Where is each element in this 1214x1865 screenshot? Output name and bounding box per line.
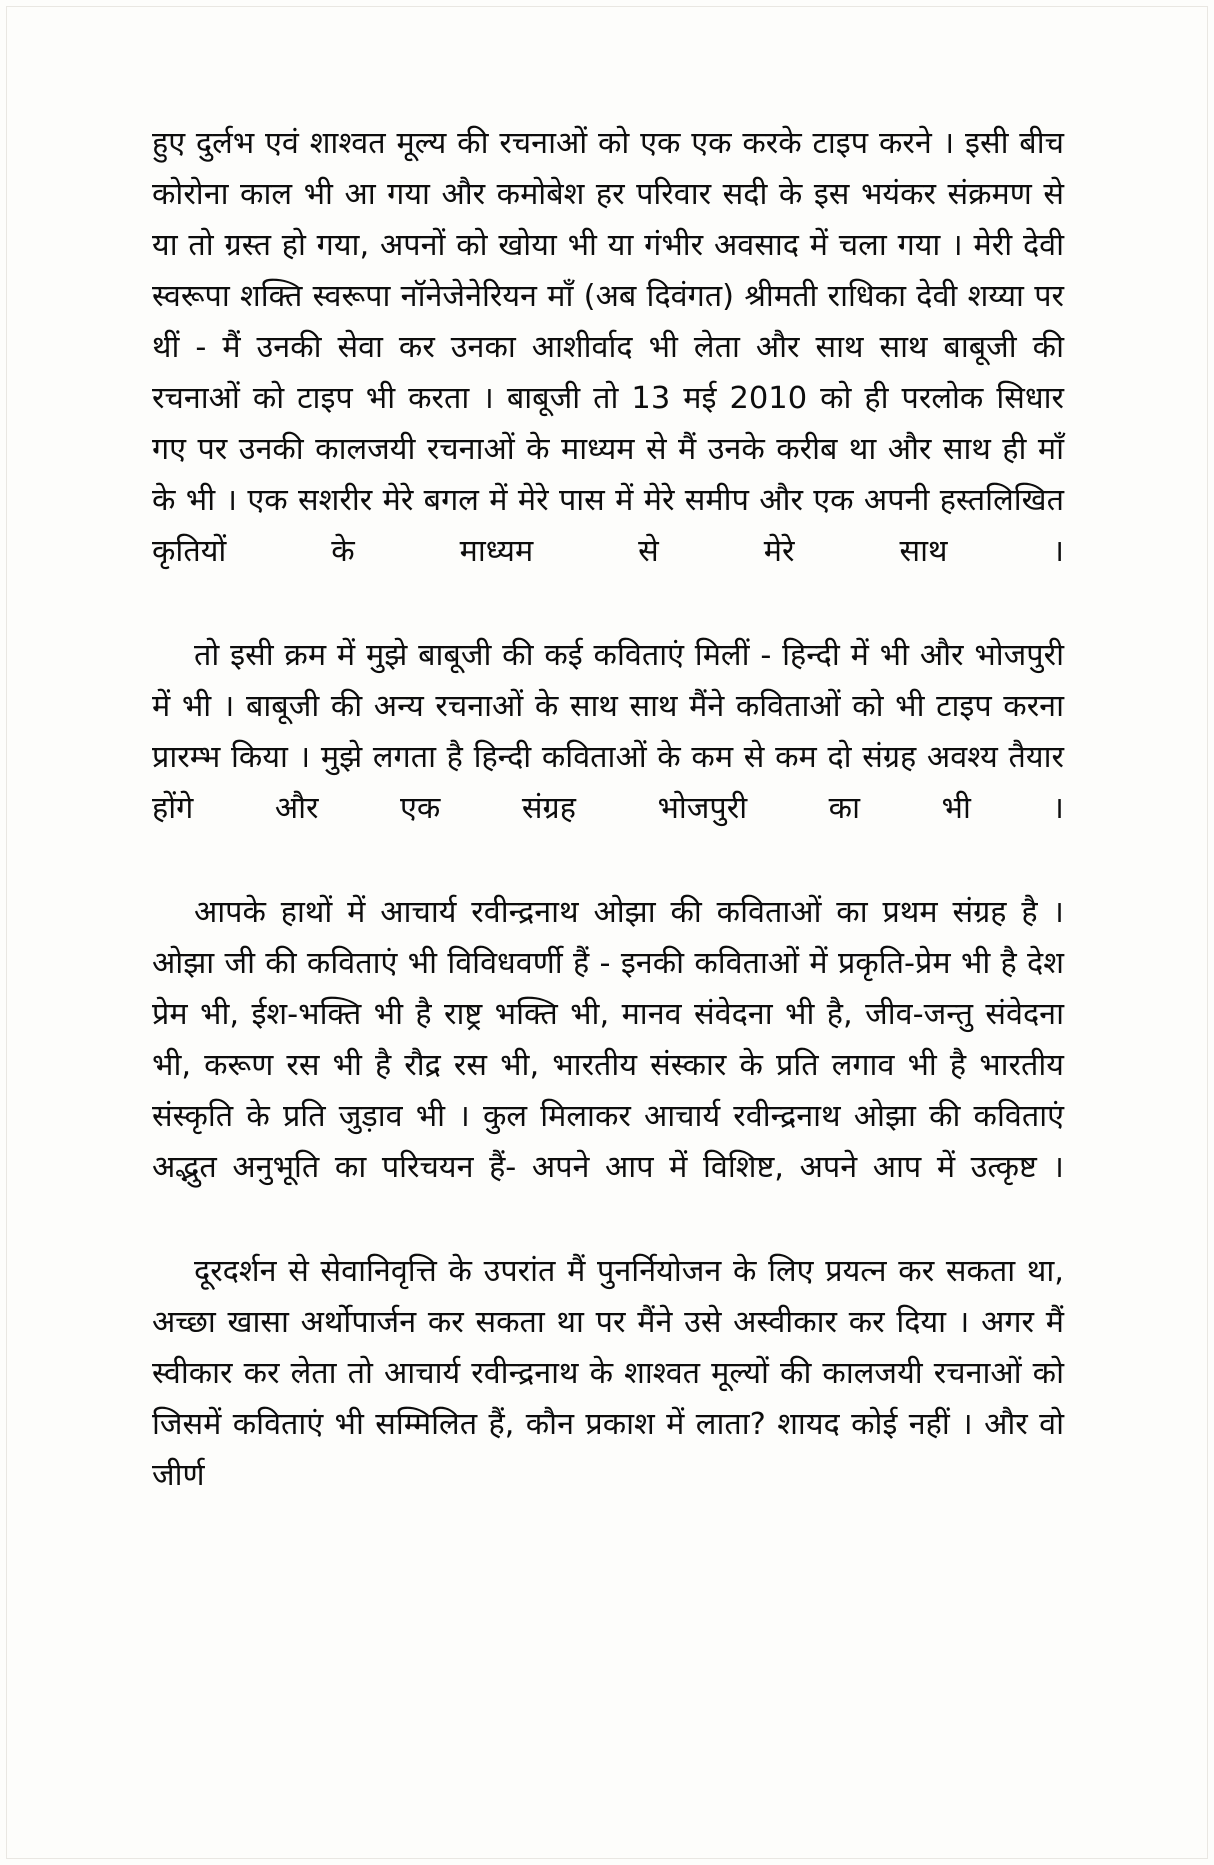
body-text-column [152, 118, 1064, 1552]
paragraph-3: आपके हाथों में आचार्य रवीन्द्रनाथ ओझा की कविताओं का प्रथम संग्रह है । ओझा जी की कविताएं भी विविधवर्णी हैं - इनकी कविताओं में प्रकृति-प्रेम भी है देश प्रेम भी, ईश-भक्ति भी है राष्ट्र भक्ति भी, मानव संवेदना भी है, जीव-जन्तु संवेदना भी, करूण रस भी है रौद्र रस भी, भारतीय संस्कार के प्रति लगाव भी है भारतीय संस्कृति के प्रति जुड़ाव भी । कुल मिलाकर आचार्य रवीन्द्रनाथ ओझा की कविताएं अद्भुत अनुभूति का परिचयन हैं- अपने आप में विशिष्ट, अपने आप में उत्कृष्ट । [152, 895, 1064, 1185]
paragraph-1: हुए दुर्लभ एवं शाश्वत मूल्य की रचनाओं को एक एक करके टाइप करने । इसी बीच कोरोना काल भी आ गया और कमोबेश हर परिवार सदी के इस भयंकर संक्रमण से या तो ग्रस्त हो गया, अपनों को खोया भी या गंभीर अवसाद में चला गया । मेरी देवी स्वरूपा शक्ति स्वरूपा नॉनेजेनेरियन माँ (अब दिवंगत) श्रीमती राधिका देवी शय्या पर थीं - मैं उनकी सेवा कर उनका आशीर्वाद भी लेता और साथ साथ बाबूजी की रचनाओं को टाइप भी करता । बाबूजी तो 13 मई 2010 को ही परलोक सिधार गए पर उनकी कालजयी रचनाओं के माध्यम से मैं उनके करीब था और साथ ही माँ के भी । एक सशरीर मेरे बगल में मेरे पास में मेरे समीप और एक अपनी हस्तलिखित कृतियों के माध्यम से मेरे साथ । [152, 126, 1064, 569]
paragraph-2: तो इसी क्रम में मुझे बाबूजी की कई कविताएं मिलीं - हिन्दी में भी और भोजपुरी में भी । बाबूजी की अन्य रचनाओं के साथ साथ मैंने कविताओं को भी टाइप करना प्रारम्भ किया । मुझे लगता है हिन्दी कविताओं के कम से कम दो संग्रह अवश्य तैयार होंगे और एक संग्रह भोजपुरी का भी । [152, 638, 1064, 826]
paragraph-4: दूरदर्शन से सेवानिवृत्ति के उपरांत मैं पुनर्नियोजन के लिए प्रयत्न कर सकता था, अच्छा खासा अर्थोपार्जन कर सकता था पर मैंने उसे अस्वीकार कर दिया । अगर मैं स्वीकार कर लेता तो आचार्य रवीन्द्रनाथ के शाश्वत मूल्यों की कालजयी रचनाओं को जिसमें कविताएं भी सम्मिलित हैं, कौन प्रकाश में लाता? शायद कोई नहीं । और वो जीर्ण [152, 1254, 1064, 1493]
